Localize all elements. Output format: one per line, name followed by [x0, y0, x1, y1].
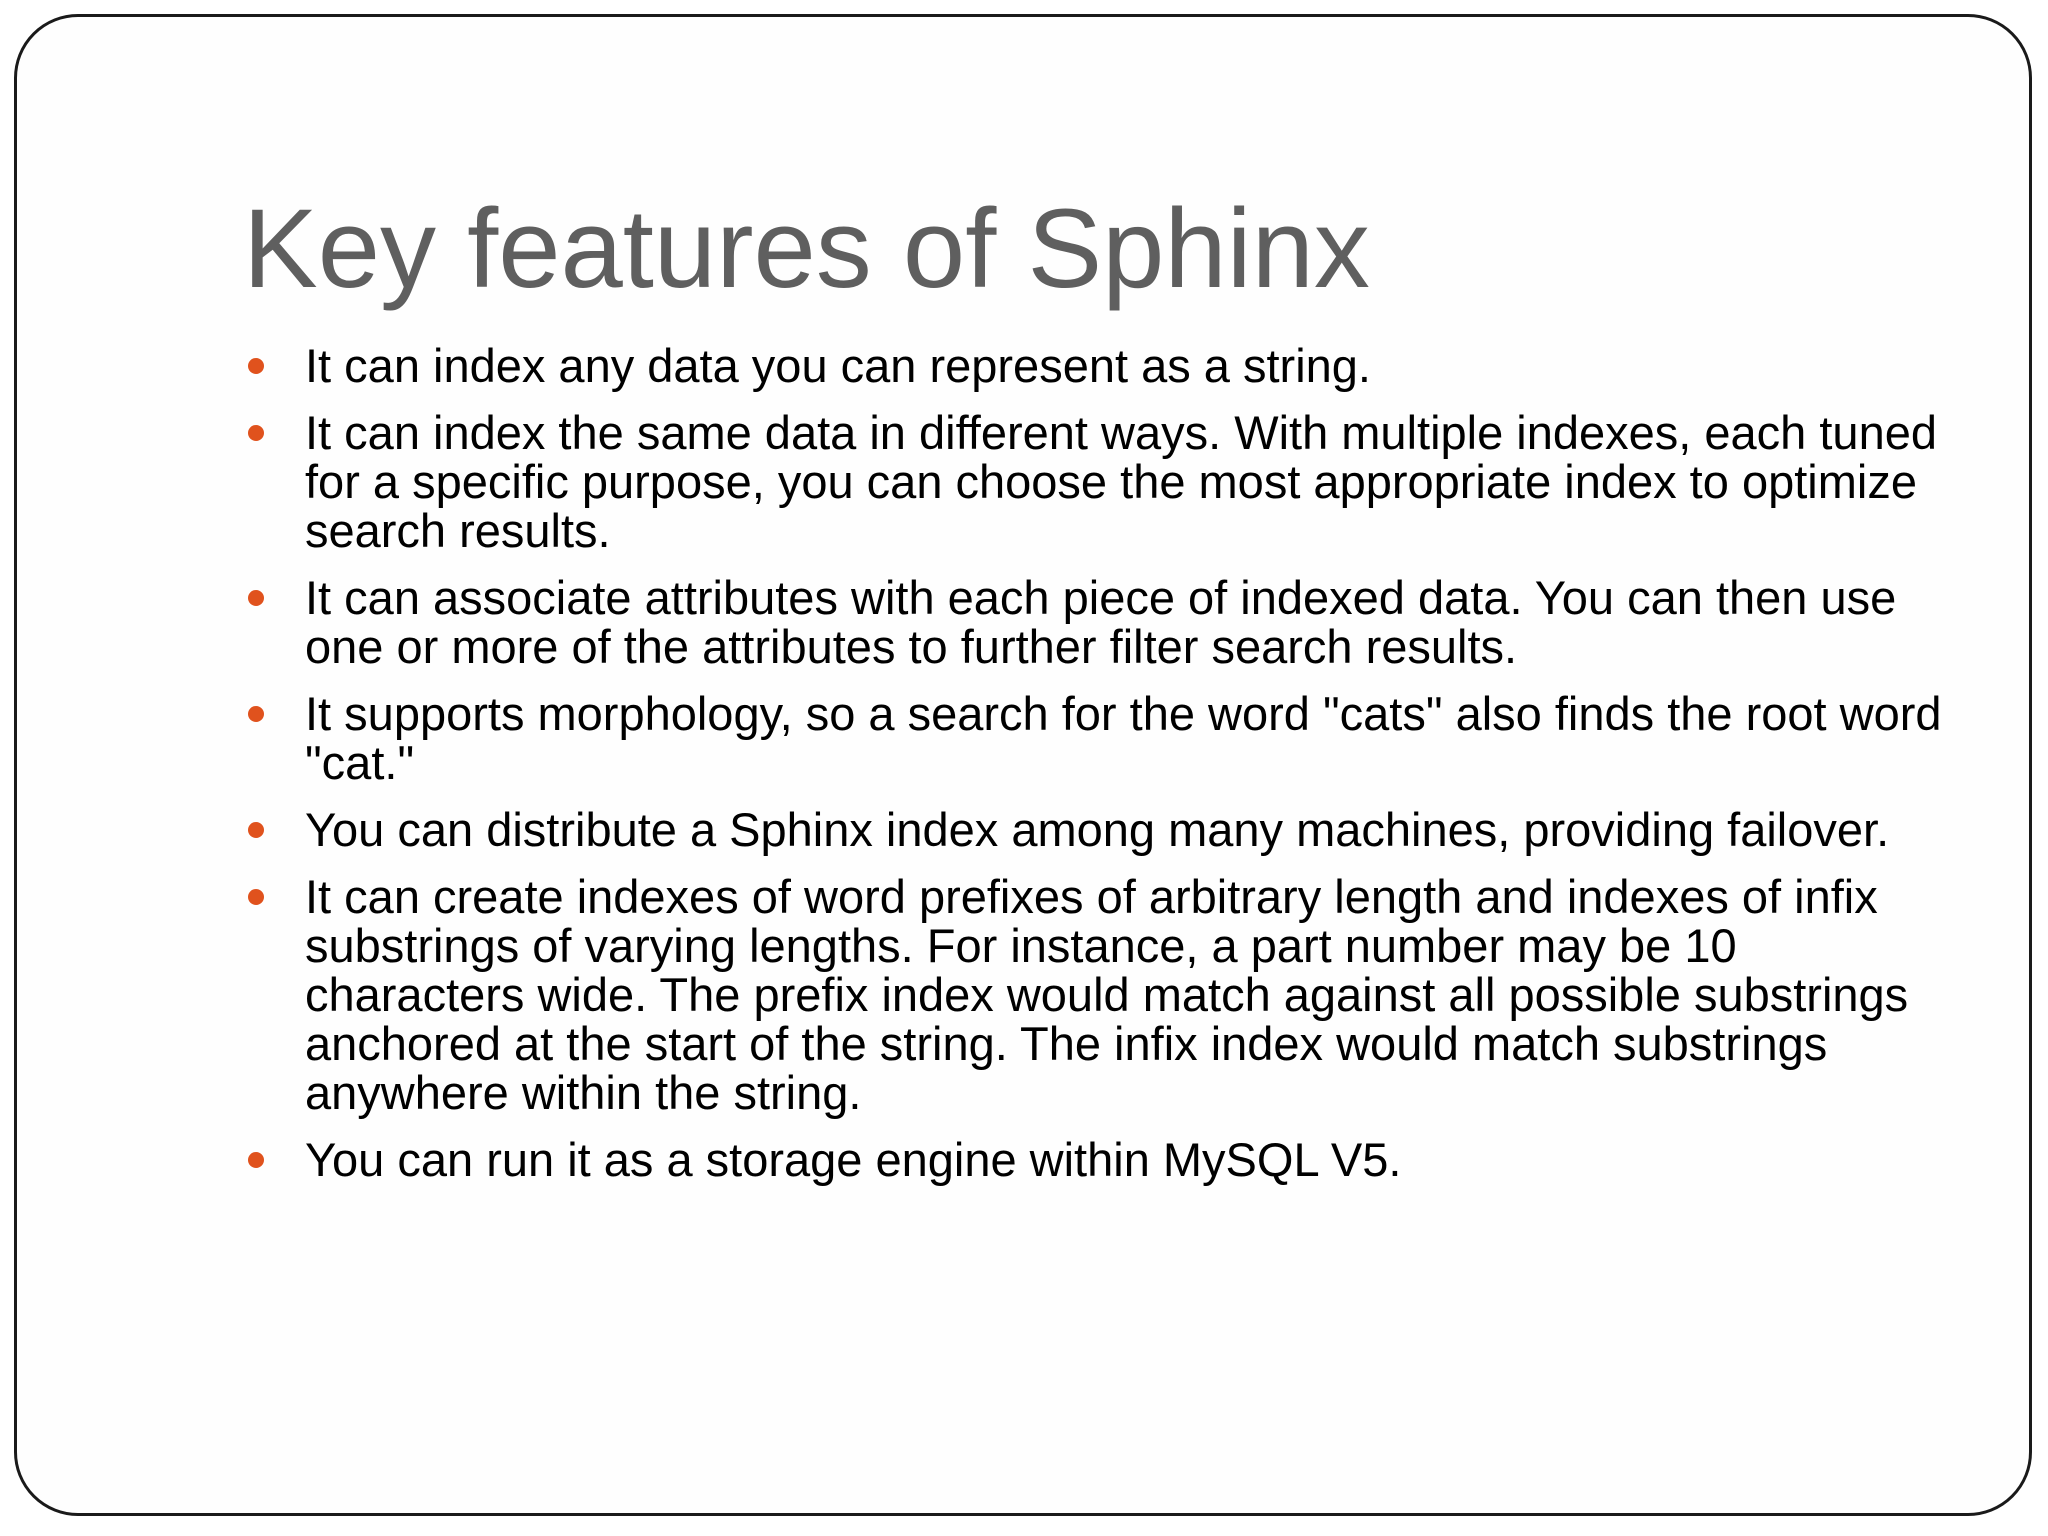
- bullet-item: [243, 872, 1963, 1117]
- bullet-dot-icon: [248, 889, 264, 905]
- slide-title: Key features of Sphinx: [243, 186, 1370, 311]
- bullet-item: [243, 341, 1963, 390]
- bullet-dot-icon: [248, 706, 264, 722]
- bullet-item: [243, 689, 1963, 787]
- bullet-text: It can create indexes of word prefixes of arbitrary length and indexes of infix substrings of varying lengths. For instance, a part number may be 10 characters wide. The prefix index would match against all possible substrings anchored at the start of the string. The infix index would match substrings anywhere within the string.: [305, 870, 1909, 1119]
- bullet-item: [243, 408, 1963, 555]
- bullet-dot-icon: [248, 1152, 264, 1168]
- bullet-dot-icon: [248, 822, 264, 838]
- bullet-item: [243, 805, 1963, 854]
- bullet-item: [243, 1135, 1963, 1184]
- bullet-dot-icon: [248, 358, 264, 374]
- slide-frame: [14, 14, 2032, 1516]
- bullet-dot-icon: [248, 590, 264, 606]
- bullet-text: It can associate attributes with each piece of indexed data. You can then use one or more of the attributes to further filter search results.: [305, 571, 1897, 673]
- bullet-dot-icon: [248, 425, 264, 441]
- bullet-text: You can distribute a Sphinx index among many machines, providing failover.: [305, 803, 1890, 856]
- bullet-text: It supports morphology, so a search for the word "cats" also finds the root word "cat.": [305, 687, 1942, 789]
- bullet-text: It can index any data you can represent as a string.: [305, 339, 1371, 392]
- bullet-list: [243, 341, 1963, 1202]
- bullet-item: [243, 573, 1963, 671]
- bullet-text: You can run it as a storage engine within MySQL V5.: [305, 1133, 1402, 1186]
- bullet-text: It can index the same data in different ways. With multiple indexes, each tuned for a specific purpose, you can choose the most appropriate index to optimize search results.: [305, 406, 1937, 557]
